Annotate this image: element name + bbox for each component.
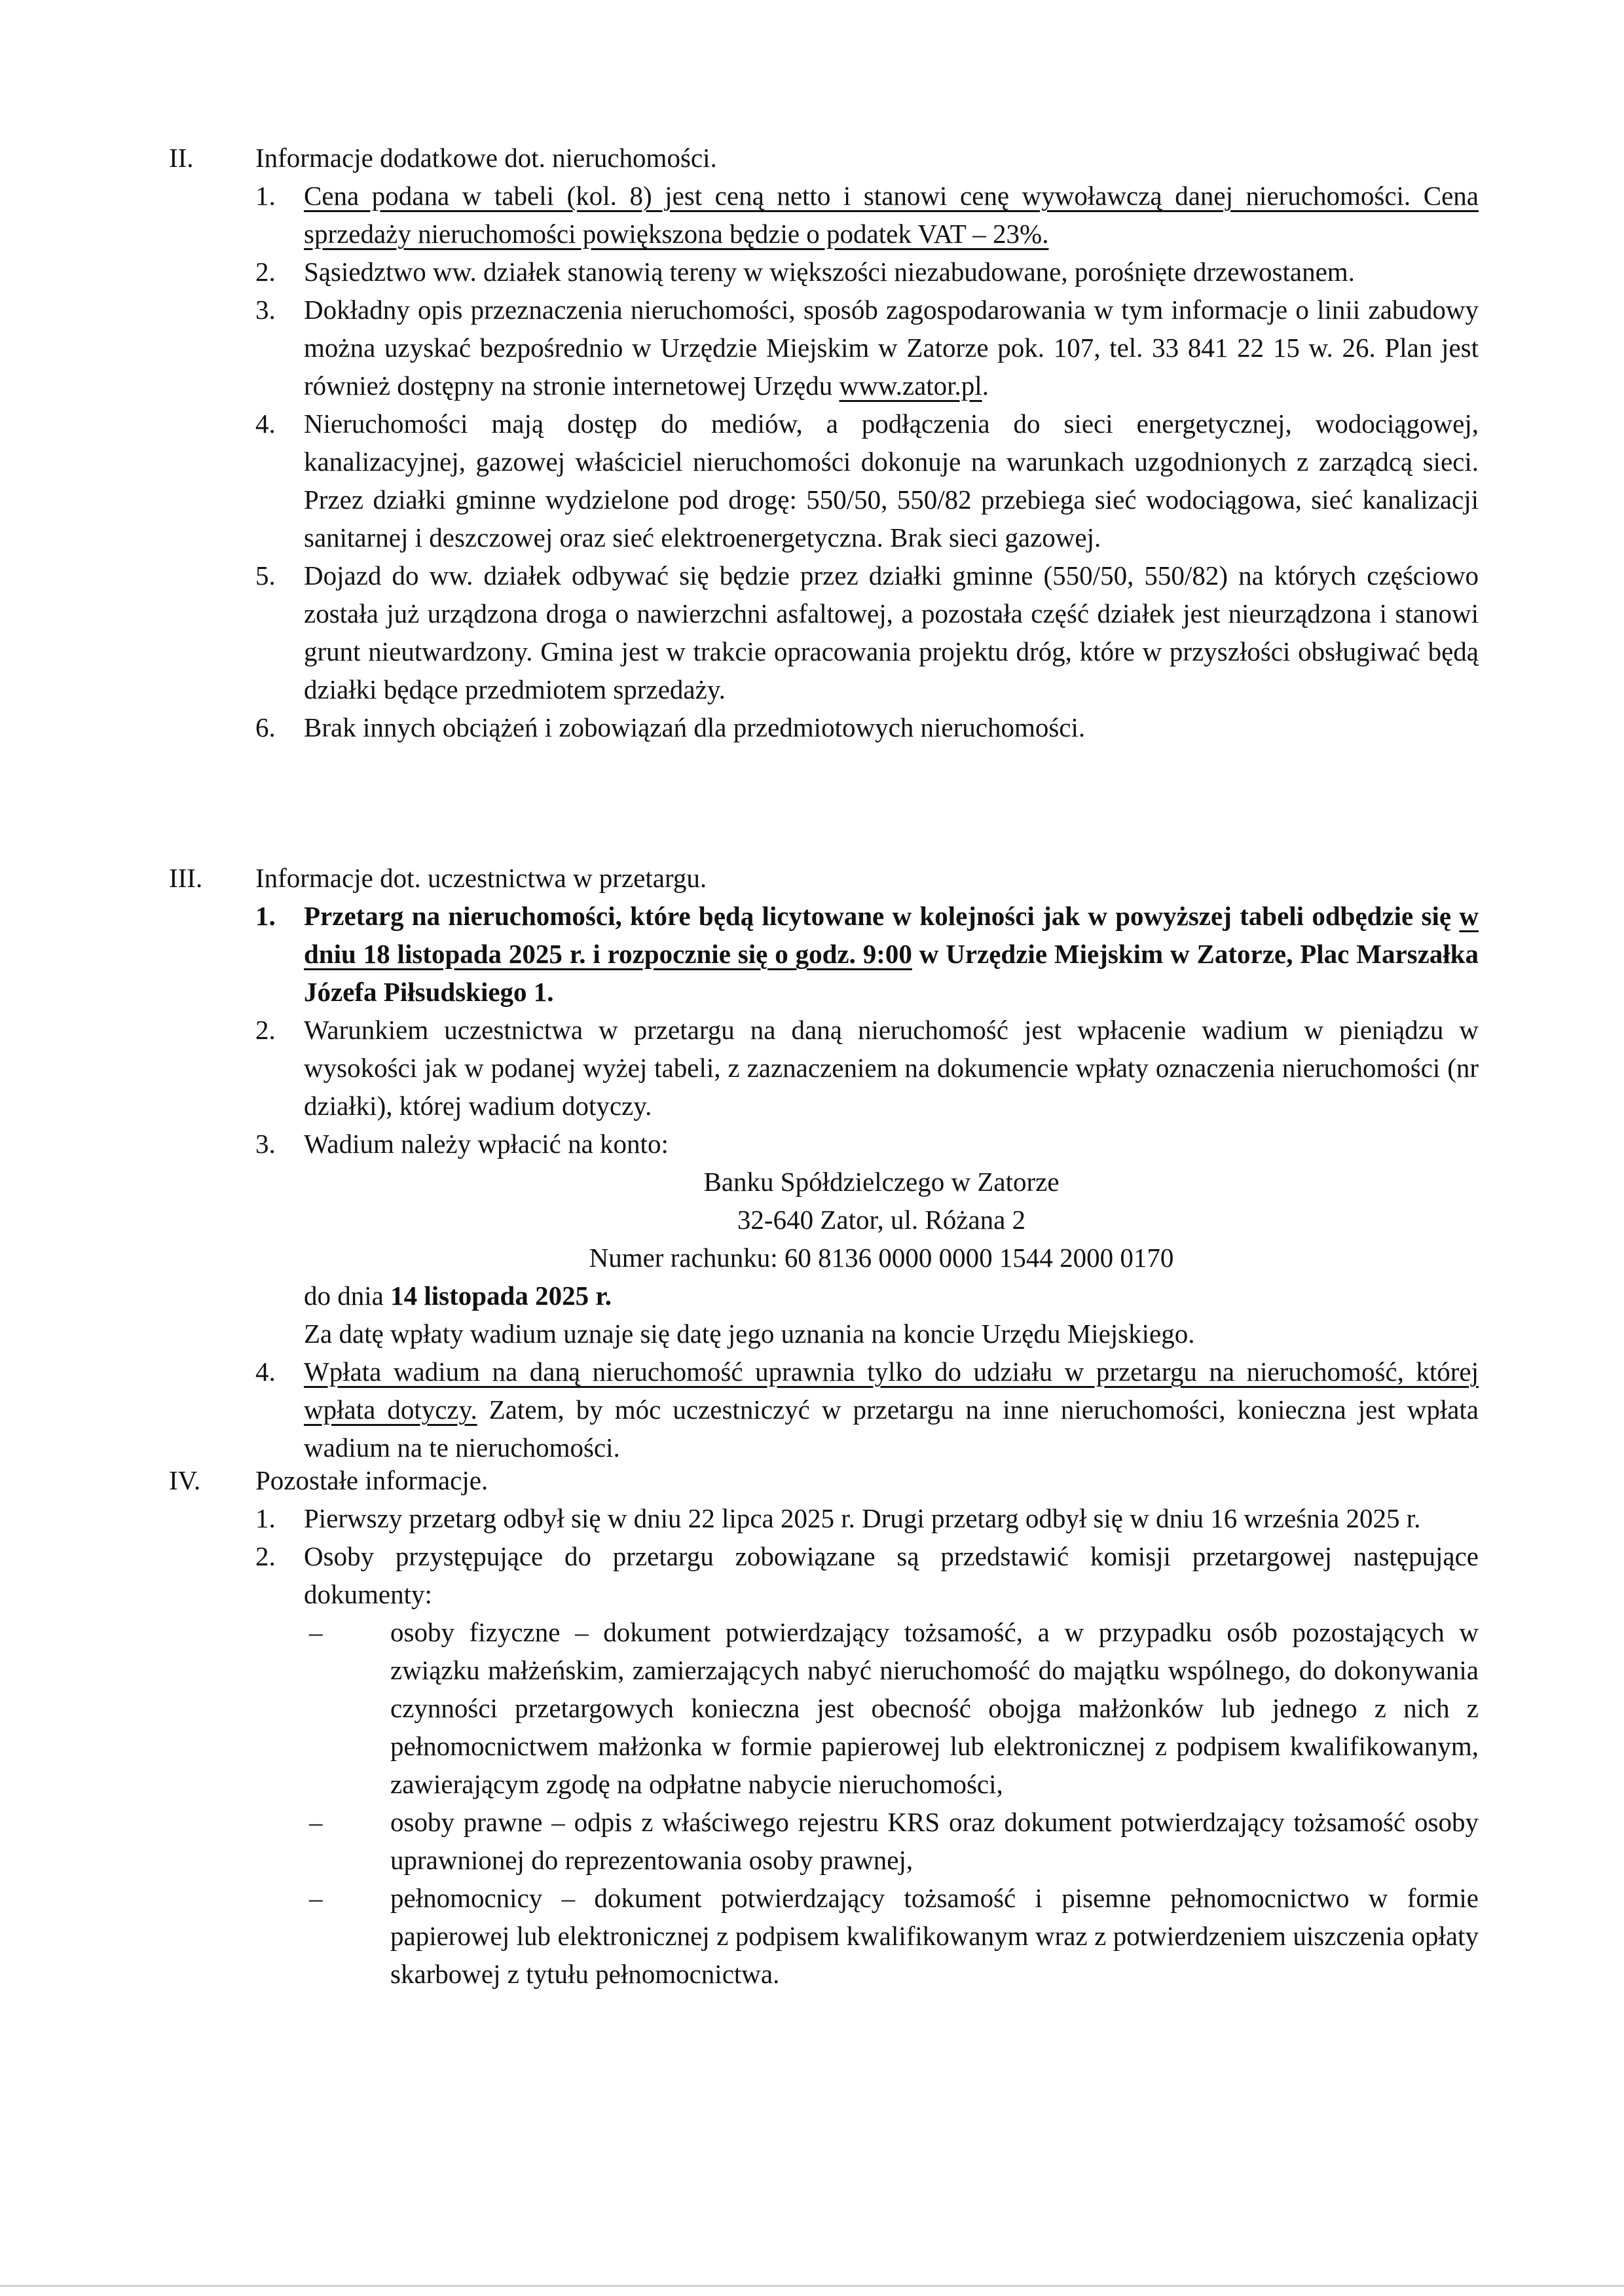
- document-requirement: [304, 1613, 1479, 1803]
- item-number: 2.: [255, 1015, 276, 1045]
- section-heading: [169, 1461, 1479, 1499]
- document-requirement: [304, 1803, 1479, 1879]
- item-text: Dokładny opis przeznaczenia nieruchomości, sposób zagospodarowania w tym informacje o linii zabudowy można uzyskać bezpośrednio w Urzędzie Miejskim w Zatorze pok. 107, tel. 33 841 22 15 w. 26. Plan jest również dostępny na stronie internetowej Urzędu: [304, 295, 1479, 401]
- item-text: Zatem, by móc uczestniczyć w przetargu na inne nieruchomości, konieczna jest wpłata wadium na te nieruchomości.: [304, 1394, 1479, 1463]
- item-number: 4.: [255, 409, 276, 439]
- list-item: [255, 708, 1479, 746]
- deposit-note-underlined: Wpłata wadium na daną nieruchomość uprawnia tylko do udziału w przetargu na nieruchomość, której wpłata dotyczy.: [304, 1357, 1479, 1425]
- item-number: 1.: [255, 181, 276, 211]
- item-text: Wadium należy wpłacić na konto:: [304, 1129, 669, 1159]
- list-item: [255, 1125, 1479, 1353]
- scan-edge-line: [0, 2285, 1624, 2287]
- auction-text: Przetarg na nieruchomości, które będą licytowane w kolejności jak w powyższej tabeli odbędzie się: [304, 901, 1460, 931]
- requirement-text: pełnomocnicy – dokument potwierdzający tożsamość i pisemne pełnomocnictwo w formie papierowej lub elektronicznej z podpisem kwalifikowanym wraz z potwierdzeniem uiszczenia opłaty skarbowej z tytułu pełnomocnictwa.: [390, 1883, 1479, 1989]
- list-item: [255, 291, 1479, 405]
- item-number: 2.: [255, 257, 276, 287]
- list-item: [255, 405, 1479, 556]
- list-item: [255, 1537, 1479, 1993]
- item-number: 3.: [255, 295, 276, 325]
- dash-bullet: –: [309, 1883, 323, 1913]
- requirement-text: osoby prawne – odpis z właściwego rejestru KRS oraz dokument potwierdzający tożsamość osoby uprawnionej do reprezentowania osoby prawnej,: [390, 1807, 1479, 1875]
- item-number: 3.: [255, 1129, 276, 1159]
- section-title: Informacje dodatkowe dot. nieruchomości.: [255, 143, 717, 173]
- item-number: 4.: [255, 1357, 276, 1387]
- section-other-info: [169, 1461, 1479, 1993]
- document-requirement: [304, 1879, 1479, 1993]
- deadline-prefix: do dnia: [304, 1281, 391, 1311]
- list-item: [255, 556, 1479, 708]
- item-number: 2.: [255, 1541, 276, 1571]
- payment-note: Za datę wpłaty wadium uznaje się datę jego uznania na koncie Urzędu Miejskiego.: [304, 1319, 1195, 1349]
- dash-bullet: –: [309, 1617, 323, 1647]
- item-number: 5.: [255, 560, 276, 591]
- requirement-text: osoby fizyczne – dokument potwierdzający tożsamość, a w przypadku osób pozostających w związku małżeńskim, zamierzających nabyć nieruchomość do majątku wspólnego, do dokonywania czynności przetargowych konieczna jest obecność obojga małżonków lub jednego z nich z pełnomocnictwem małżonka w formie papierowej lub elektronicznej z podpisem kwalifikowanym, zawierającym zgodę na odpłatne nabycie nieruchomości,: [390, 1617, 1479, 1799]
- list-item: [255, 177, 1479, 253]
- account-number: Numer rachunku: 60 8136 0000 0000 1544 2000 0170: [589, 1243, 1174, 1273]
- section-title: Informacje dot. uczestnictwa w przetargu.: [255, 863, 707, 893]
- punctuation: .: [982, 371, 989, 401]
- deadline-date: 14 listopada 2025 r.: [390, 1281, 612, 1311]
- item-number: 1.: [255, 1503, 276, 1533]
- item-text: Dojazd do ww. działek odbywać się będzie przez działki gminne (550/50, 550/82) na których częściowo została już urządzona droga o nawierzchni asfaltowej, a pozostała część działek jest nieurządzona i stanowi grunt nieutwardzony. Gmina jest w trakcie opracowania projektu dróg, które w przyszłości obsługiwać będą działki będące przedmiotem sprzedaży.: [304, 560, 1479, 704]
- item-number: 1.: [255, 901, 276, 931]
- section-title: Pozostałe informacje.: [255, 1465, 489, 1495]
- list-item: [255, 1353, 1479, 1467]
- section-participation-info: [169, 859, 1479, 1467]
- auction-location: w Urzędzie Miejskim w Zatorze, Plac Marszałka Józefa Piłsudskiego 1.: [304, 939, 1479, 1007]
- section-heading: [169, 139, 1479, 177]
- item-text: Warunkiem uczestnictwa w przetargu na daną nieruchomość jest wpłacenie wadium w pieniądzu w wysokości jak w podanej wyżej tabeli, z zaznaczeniem na dokumencie wpłaty oznaczenia nieruchomości (nr działki), której wadium dotyczy.: [304, 1015, 1479, 1121]
- item-text: Nieruchomości mają dostęp do mediów, a podłączenia do sieci energetycznej, wodociągowej, kanalizacyjnej, gazowej właściciel nieruchomości dokonuje na warunkach uzgodnionych z zarządcą sieci. Przez działki gminne wydzielone pod drogę: 550/50, 550/82 przebiega sieć wodociągowa, sieć kanalizacji sanitarnej i deszczowej oraz sieć elektroenergetyczna. Brak sieci gazowej.: [304, 409, 1479, 553]
- list-item: [255, 253, 1479, 291]
- item-text: Sąsiedztwo ww. działek stanowią tereny w większości niezabudowane, porośnięte drzewostanem.: [304, 257, 1355, 287]
- section-heading: [169, 859, 1479, 897]
- dash-bullet: –: [309, 1807, 323, 1837]
- list-item: [255, 897, 1479, 1011]
- bank-address: 32-640 Zator, ul. Różana 2: [737, 1205, 1026, 1235]
- section-number: II.: [169, 143, 194, 173]
- website-link[interactable]: www.zator.pl: [839, 371, 982, 401]
- section-additional-info: [169, 139, 1479, 746]
- list-item: [255, 1499, 1479, 1537]
- item-number: 6.: [255, 712, 276, 742]
- bank-name: Banku Spółdzielczego w Zatorze: [703, 1167, 1060, 1197]
- price-note-underlined: Cena podana w tabeli (kol. 8) jest ceną netto i stanowi cenę wywoławczą danej nieruchomości. Cena sprzedaży nieruchomości powiększona będzie o podatek VAT – 23%.: [304, 181, 1479, 249]
- list-item: [255, 1011, 1479, 1125]
- auction-date-underlined: w dniu 18 listopada 2025 r. i rozpocznie się o godz. 9:00: [304, 901, 1479, 969]
- item-text: Osoby przystępujące do przetargu zobowiązane są przedstawić komisji przetargowej następujące dokumenty:: [304, 1541, 1479, 1609]
- section-number: III.: [169, 863, 203, 893]
- item-text: Pierwszy przetarg odbył się w dniu 22 lipca 2025 r. Drugi przetarg odbył się w dniu 16 września 2025 r.: [304, 1503, 1421, 1533]
- item-text: Brak innych obciążeń i zobowiązań dla przedmiotowych nieruchomości.: [304, 712, 1086, 742]
- section-number: IV.: [169, 1465, 201, 1495]
